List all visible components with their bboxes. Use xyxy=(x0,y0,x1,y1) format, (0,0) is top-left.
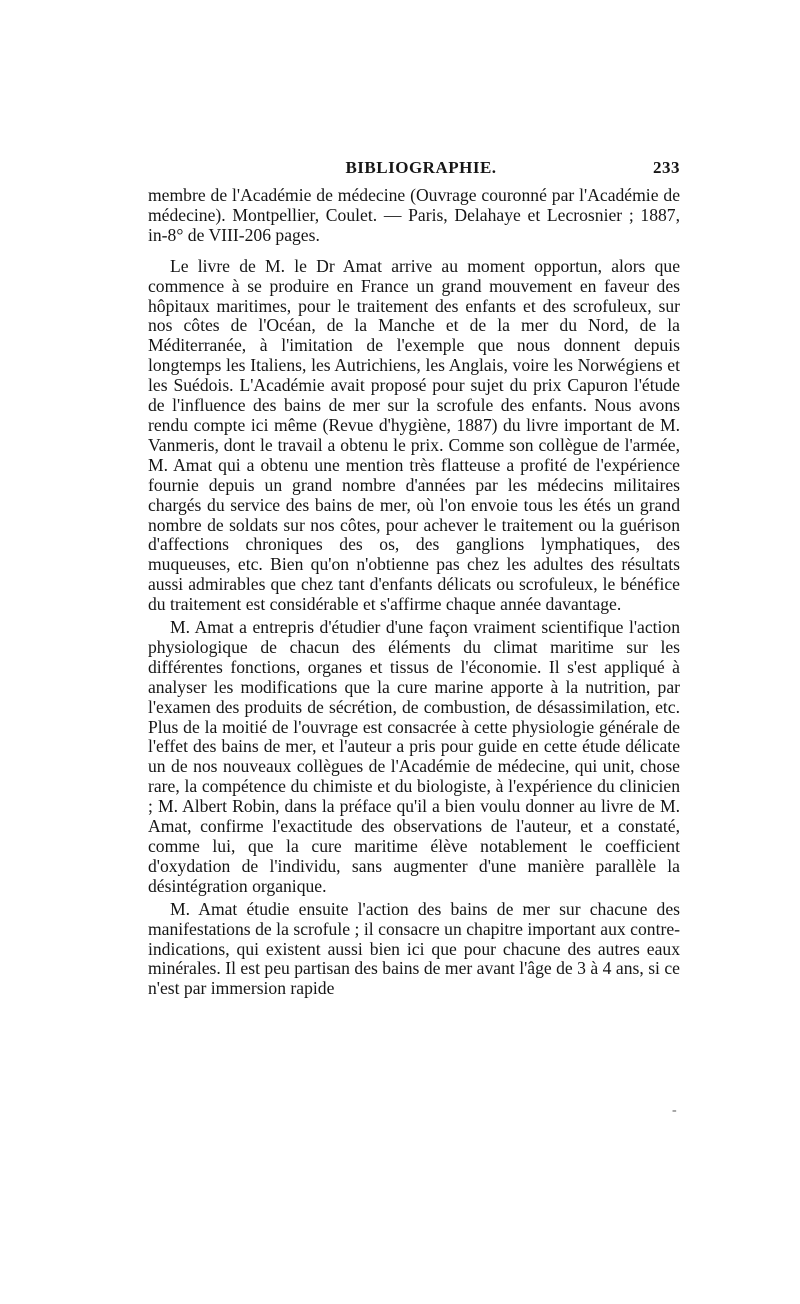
paragraph-continued-citation: membre de l'Académie de médecine (Ouvrage couronné par l'Académie de médecine). Montpellier, Coulet. — Paris, Delahaye et Lecrosnier ; 1887, in-8° de VIII-206 pages. xyxy=(148,185,680,245)
paragraph-physiology: M. Amat a entrepris d'étudier d'une façon vraiment scientifique l'action physiologique de chacun des éléments du climat maritime sur les différentes fonctions, organes et tissus de l'économie. Il s'est appliqué à analyser les modifications que la cure marine apporte à la nutrition, par l'examen des produits de sécrétion, de combustion, de désassimilation, etc. Plus de la moitié de l'ouvrage est consacrée à cette physiologie générale de l'effet des bains de mer, et l'auteur a pris pour guide en cette étude délicate un de nos nouveaux collègues de l'Académie de médecine, qui unit, chose rare, la compétence du chimiste et du biologiste, à l'expérience du clinicien ; M. Albert Robin, dans la préface qu'il a bien voulu donner au livre de M. Amat, confirme l'exactitude des observations de l'auteur, et a constaté, comme lui, que la cure maritime élève notablement le coefficient d'oxydation de l'individu, sans augmenter d'une manière parallèle la désintégration organique. xyxy=(148,617,680,896)
page-number: 233 xyxy=(653,158,680,177)
running-title: BIBLIOGRAPHIE. xyxy=(345,158,497,177)
paragraph-scrofula: M. Amat étudie ensuite l'action des bains de mer sur chacune des manifestations de la scrofule ; il consacre un chapitre important aux contre-indications, qui existent aussi bien ici que pour chacune des autres eaux minérales. Il est peu partisan des bains de mer avant l'âge de 3 à 4 ans, si ce n'est par immersion rapide xyxy=(148,898,680,999)
stray-mark: - xyxy=(672,1103,677,1118)
body-text xyxy=(148,186,680,999)
paragraph-intro: Le livre de M. le Dr Amat arrive au moment opportun, alors que commence à se produire en France un grand mouvement en faveur des hôpitaux maritimes, pour le traitement des enfants et des scrofuleux, sur nos côtes de l'Océan, de la Manche et de la mer du Nord, de la Méditerranée, à l'imitation de l'exemple que nous donnent depuis longtemps les Italiens, les Autrichiens, les Anglais, voire les Norwégiens et les Suédois. L'Académie avait proposé pour sujet du prix Capuron l'étude de l'influence des bains de mer sur la scrofule des enfants. Nous avons rendu compte ici même (Revue d'hygiène, 1887) du livre important de M. Vanmeris, dont le travail a obtenu le prix. Comme son collègue de l'armée, M. Amat qui a obtenu une mention très flatteuse a profité de l'expérience fournie depuis un grand nombre d'années par les médecins militaires chargés du service des bains de mer, où l'on envoie tous les étés un grand nombre de soldats sur nos côtes, pour achever le traitement ou la guérison d'affections chroniques des os, des ganglions lymphatiques, des muqueuses, etc. Bien qu'on n'obtienne pas chez les adultes des résultats aussi admirables que chez tant d'enfants délicats ou scrofuleux, le bénéfice du traitement est considérable et s'affirme chaque année davantage. xyxy=(148,255,680,615)
running-head xyxy=(148,158,680,182)
